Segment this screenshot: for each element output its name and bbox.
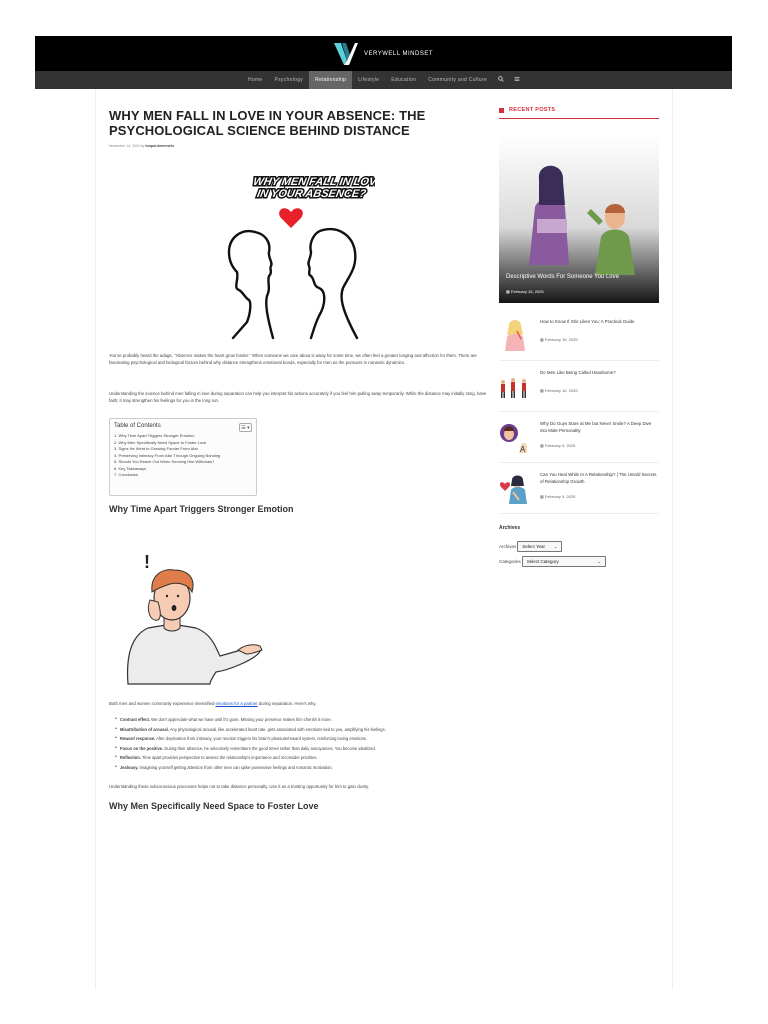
toc-item[interactable]: 3. Signs He Went to Growing Fonder From Afar bbox=[114, 446, 198, 451]
categories-select[interactable] bbox=[522, 556, 606, 567]
calendar-icon: ▦ bbox=[506, 289, 510, 294]
nav-community[interactable]: Community and Culture bbox=[428, 77, 488, 83]
hero-text-line-2: IN YOUR ABSENCE? bbox=[256, 188, 367, 200]
closing-paragraph: Understanding these subconscious processes helps not to take distance personally. Use it as a trusting opportunity for him to gain clarity. bbox=[109, 784, 370, 789]
post-thumbnail bbox=[499, 470, 529, 504]
post-date bbox=[540, 443, 575, 448]
list-item-bold: Reflection. bbox=[120, 755, 141, 760]
hero-text-line-1: WHY MEN FALL IN LOVE bbox=[252, 176, 375, 188]
list-item-bold: Reward response. bbox=[120, 736, 156, 741]
intro-paragraph-2: Understanding the science behind men falling in love during separation can help you interpret his actions accurately if you feel him pulling away temporarily. While the distance may initially sting, have faith; it may strengthen his feelings for you in the long run. bbox=[109, 391, 487, 403]
site-logo[interactable] bbox=[333, 41, 433, 67]
archives-heading: Archives bbox=[499, 525, 521, 531]
list-item-bold: Focus on the positive. bbox=[120, 745, 164, 751]
archives-select[interactable] bbox=[517, 541, 562, 552]
list-item bbox=[109, 734, 489, 744]
categories-label: Categories bbox=[499, 559, 521, 564]
list-item bbox=[109, 763, 489, 773]
list-item-bold: Jealousy. bbox=[120, 764, 139, 770]
nav-education[interactable]: Education bbox=[391, 77, 417, 83]
section-paragraph-post: during separation. Here's why. bbox=[258, 701, 317, 706]
chevron-down-icon: ⌄ bbox=[597, 559, 601, 564]
exclamation-mark: ! bbox=[144, 552, 150, 572]
calendar-icon: ▦ bbox=[540, 494, 545, 499]
list-item bbox=[109, 744, 489, 754]
article bbox=[109, 108, 487, 148]
article-title: WHY MEN FALL IN LOVE IN YOUR ABSENCE: THE PSYCHOLOGICAL SCIENCE BEHIND DISTANCE bbox=[109, 108, 426, 138]
logo-icon bbox=[333, 41, 359, 67]
reasons-list bbox=[109, 715, 489, 772]
featured-post-date bbox=[506, 289, 544, 294]
toc-item[interactable]: 5. Should You Reach Out When Sensing Him Withdraw? bbox=[114, 459, 215, 464]
recent-post-item[interactable] bbox=[499, 413, 659, 463]
search-icon[interactable] bbox=[493, 76, 509, 84]
toc-item[interactable]: 4. Preserving Intimacy From Afar Through Ongoing Bonding bbox=[114, 452, 221, 458]
list-item-text: We don't appreciate what we have until it's gone. Missing your presence makes him cherish it more. bbox=[150, 717, 332, 722]
menu-icon[interactable] bbox=[509, 76, 525, 84]
list-item-text: After deprivation from intimacy, your reunion triggers his brain's pleasure/reward system, reinforcing loving emotions. bbox=[155, 736, 368, 741]
toc-title: Table of Contents bbox=[114, 423, 161, 429]
categories-select-value: Select Category bbox=[526, 559, 559, 564]
toc-item[interactable]: 1. Why Time Apart Triggers Stronger Emotion bbox=[114, 433, 195, 438]
list-item bbox=[109, 753, 489, 763]
post-date bbox=[540, 337, 578, 342]
main-nav bbox=[35, 71, 732, 89]
calendar-icon: ▦ bbox=[540, 443, 545, 448]
sidebar bbox=[499, 107, 659, 294]
archives-label: Archives bbox=[499, 544, 517, 549]
recent-post-item[interactable] bbox=[499, 464, 659, 514]
categories-row bbox=[499, 556, 606, 567]
post-thumbnail bbox=[499, 368, 529, 402]
svg-text:A: A bbox=[520, 445, 526, 453]
calendar-icon: ▦ bbox=[540, 337, 545, 342]
archives-row bbox=[499, 541, 562, 552]
nav-lifestyle[interactable]: Lifestyle bbox=[358, 77, 380, 83]
list-item bbox=[109, 725, 489, 735]
featured-post-title[interactable]: Descriptive Words For Someone You Love bbox=[506, 274, 619, 280]
post-thumbnail bbox=[499, 419, 529, 453]
recent-posts-label: RECENT POSTS bbox=[509, 107, 556, 113]
post-date-text: February 16, 2025 bbox=[544, 388, 578, 393]
recent-post-item[interactable] bbox=[499, 311, 659, 361]
post-thumbnail bbox=[499, 317, 529, 351]
archives-select-value: Select Year bbox=[522, 544, 546, 549]
list-item-bold: Contrast effect. bbox=[120, 717, 151, 722]
article-author[interactable]: funpol.deneesels bbox=[145, 144, 175, 148]
post-date bbox=[540, 388, 578, 393]
toc-toggle-button[interactable]: ☰ ▾ bbox=[239, 423, 252, 432]
section-paragraph-pre: Both men and women commonly experience intensified bbox=[109, 701, 215, 706]
list-item bbox=[109, 715, 489, 725]
toc-item[interactable]: 6. Key Takeaways bbox=[114, 465, 147, 471]
list-item-text: Any physiological arousal, like accelerated heart rate, gets associated with emotions tied to you, amplifying his feelings. bbox=[168, 726, 386, 732]
site-header bbox=[35, 36, 732, 71]
featured-post-date-text: February 16, 2025 bbox=[510, 289, 544, 294]
post-date-text: February 9, 2025 bbox=[544, 443, 576, 448]
calendar-icon: ▦ bbox=[540, 388, 545, 393]
article-date: November 14, 2024 bbox=[109, 144, 140, 148]
list-item-bold: Misattribution of arousal. bbox=[120, 726, 169, 732]
section-paragraph bbox=[109, 700, 487, 707]
post-date-text: February 9, 2025 bbox=[544, 494, 576, 499]
logo-text: VERYWELL MINDSET bbox=[364, 51, 434, 57]
recent-post-item[interactable] bbox=[499, 362, 659, 412]
chevron-down-icon: ⌄ bbox=[553, 544, 558, 549]
list-item-text: Imagining yourself getting attention from other men can spike possessive feelings and romantic motivation. bbox=[138, 764, 333, 770]
toc-item[interactable]: 2. Why Men Specifically Need Space to Foster Love bbox=[114, 439, 207, 445]
post-title[interactable]: Do Men Like Being Called Handsome? bbox=[540, 370, 616, 375]
table-of-contents bbox=[109, 418, 257, 496]
post-title[interactable]: How to Know If She Likes You: A Practical Guide bbox=[540, 319, 635, 324]
recent-posts-heading bbox=[499, 107, 659, 119]
intro-paragraph-1: You've probably heard the adage, "Absence makes the heart grow fonder." When someone we care about is away for some time, we often feel a greater longing and affection for them. There are fascinating psychological and biological factors behind why distance strengthens emotional bonds, especially for men as the pursuers in romantic dynamics. bbox=[109, 353, 477, 365]
post-title[interactable]: Can You Heal While In A Relationship? | The Untold Secrets of Relationship Growth bbox=[540, 472, 657, 484]
list-item-text: Time apart provides perspective to assess the relationship's importance and reconsider priorities. bbox=[140, 755, 318, 760]
nav-psychology[interactable]: Psychology bbox=[274, 77, 304, 83]
post-title[interactable]: Why Do Guys Stare at Me but Never Smile? A Deep Dive into Male Personality bbox=[540, 421, 652, 433]
nav-relationship[interactable]: Relationship bbox=[309, 71, 352, 89]
article-meta bbox=[109, 144, 487, 148]
emotions-link[interactable]: emotions for a partner bbox=[215, 701, 258, 706]
heart-icon bbox=[279, 208, 303, 228]
section-image bbox=[112, 548, 266, 686]
article-by: by bbox=[140, 144, 145, 148]
section-heading-2: Why Men Specifically Need Space to Foster Love bbox=[109, 801, 319, 811]
nav-home[interactable]: Home bbox=[247, 77, 263, 83]
hero-image bbox=[215, 172, 375, 340]
post-date bbox=[540, 494, 575, 499]
section-heading-1: Why Time Apart Triggers Stronger Emotion bbox=[109, 504, 294, 514]
toc-item[interactable]: 7. Conclusion bbox=[114, 472, 139, 477]
post-date-text: February 16, 2025 bbox=[544, 337, 578, 342]
list-item-text: During their absence, he selectively remembers the good times rather than daily annoyances. You become idealized. bbox=[163, 745, 376, 751]
square-icon bbox=[499, 108, 504, 113]
